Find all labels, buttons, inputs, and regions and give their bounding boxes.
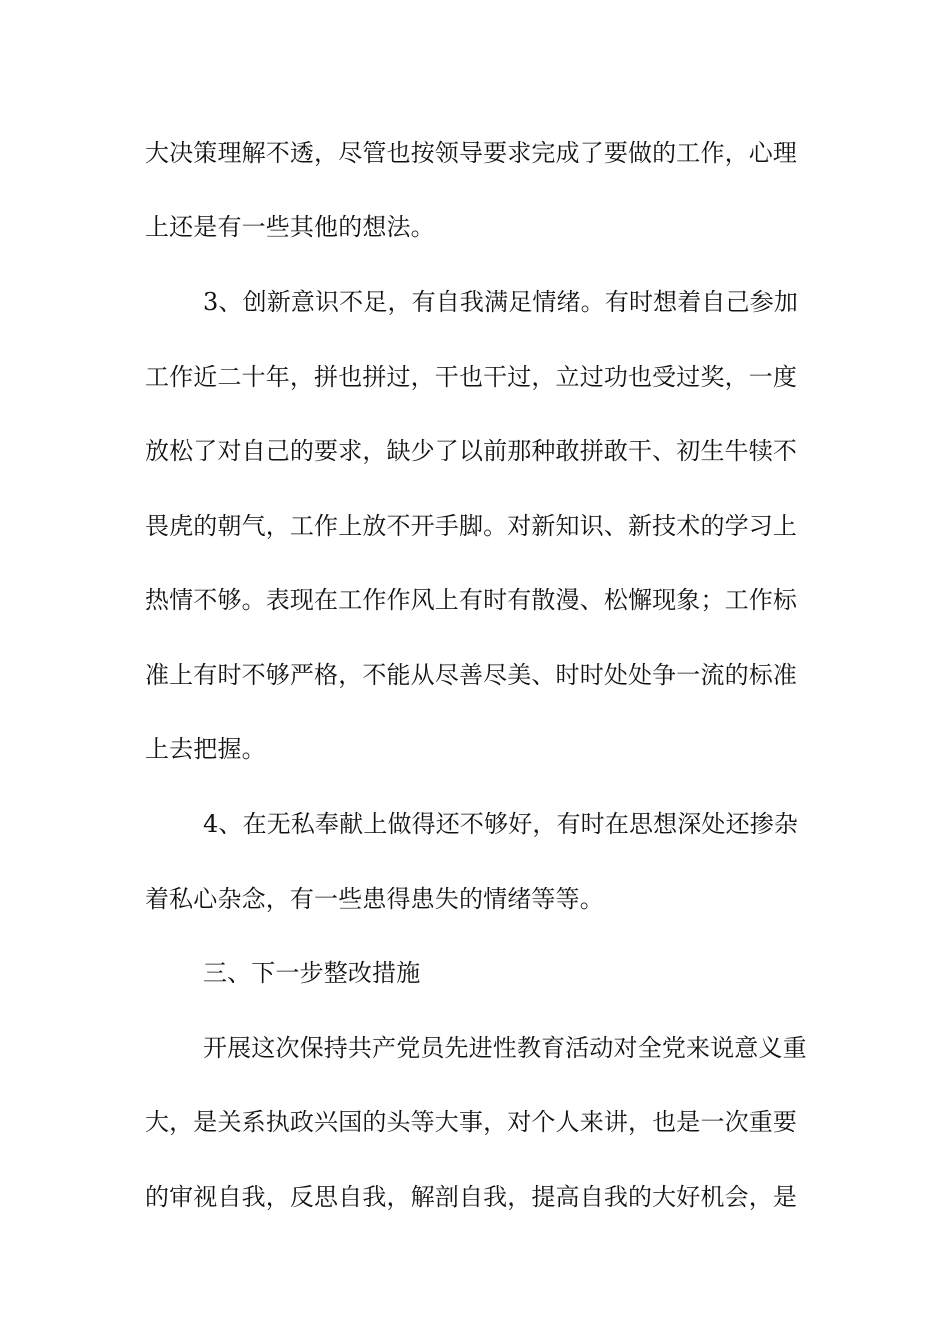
text-line: 放松了对自己的要求，缺少了以前那种敢拼敢干、初生牛犊不 <box>145 437 798 465</box>
text-line: 的审视自我，反思自我，解剖自我，提高自我的大好机会，是 <box>145 1183 798 1211</box>
section-heading: 三、下一步整改措施 <box>203 959 421 987</box>
text-line: 工作近二十年，拼也拼过，干也干过，立过功也受过奖，一度 <box>145 363 798 391</box>
text-line: 上去把握。 <box>145 735 266 763</box>
text-line: 畏虎的朝气，工作上放不开手脚。对新知识、新技术的学习上 <box>145 512 798 540</box>
text-line: 准上有时不够严格，不能从尽善尽美、时时处处争一流的标准 <box>145 661 798 689</box>
text-line: 着私心杂念，有一些患得患失的情绪等等。 <box>145 885 604 913</box>
paragraph-first-line: 3、创新意识不足，有自我满足情绪。有时想着自己参加 <box>203 288 799 316</box>
paragraph-first-line: 开展这次保持共产党员先进性教育活动对全党来说意义重 <box>203 1034 807 1062</box>
text-line: 大，是关系执政兴国的头等大事，对个人来讲，也是一次重要 <box>145 1108 798 1136</box>
paragraph-first-line: 4、在无私奉献上做得还不够好，有时在思想深处还掺杂 <box>203 810 799 838</box>
text-line: 大决策理解不透，尽管也按领导要求完成了要做的工作，心理 <box>145 139 798 167</box>
text-line: 上还是有一些其他的想法。 <box>145 213 435 241</box>
text-line: 热情不够。表现在工作作风上有时有散漫、松懈现象；工作标 <box>145 586 798 614</box>
